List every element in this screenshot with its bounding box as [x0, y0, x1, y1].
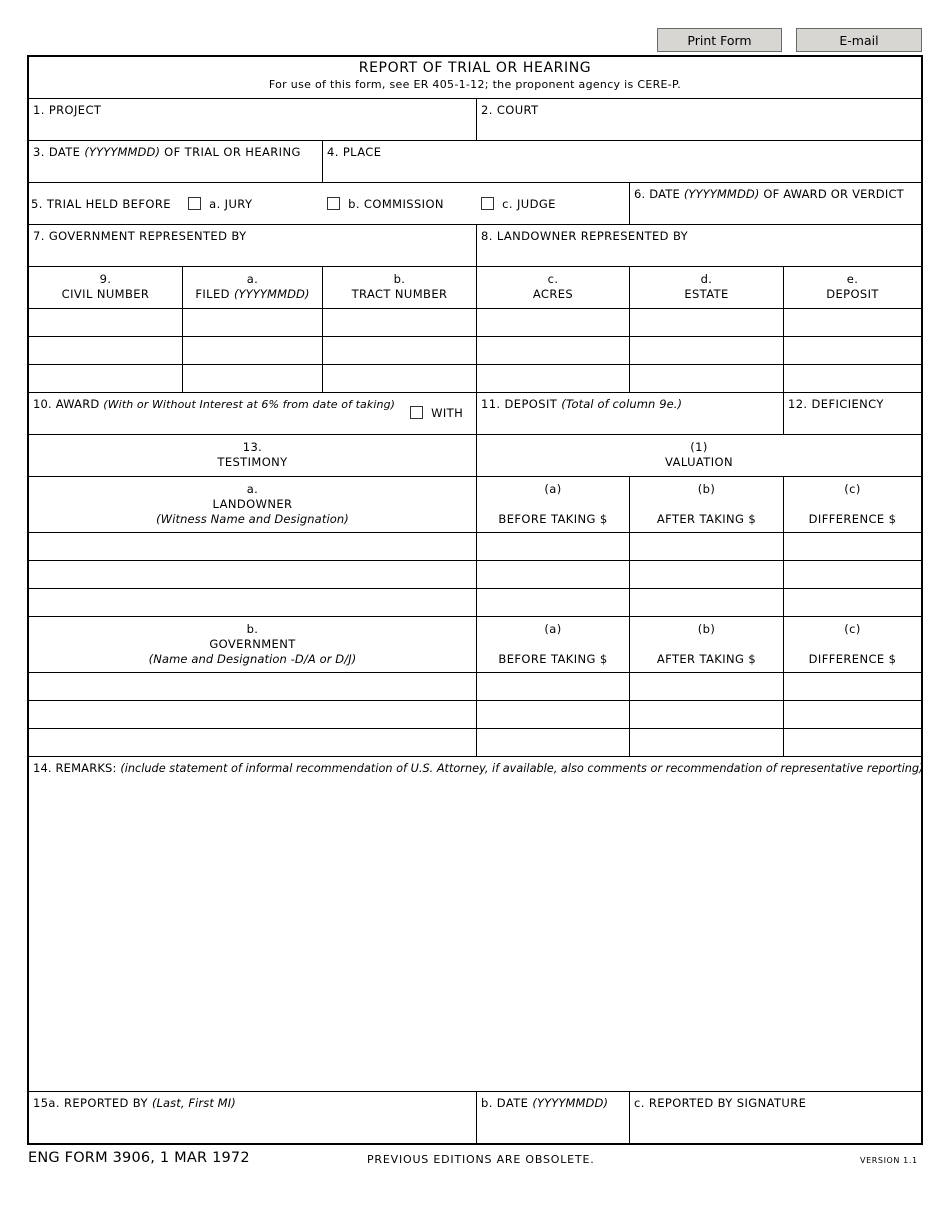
deficiency-field[interactable]: [784, 393, 921, 435]
version-label: VERSION 1.1: [860, 1156, 918, 1165]
trial-date-label: 3. DATE (YYYYMMDD) OF TRIAL OR HEARING: [33, 145, 301, 159]
landowner-witness-input[interactable]: [29, 533, 477, 561]
landowner-after-header: [630, 477, 784, 533]
estate-title: ESTATE: [684, 287, 729, 301]
government-witness-input[interactable]: [29, 701, 477, 729]
deposit-title: DEPOSIT: [826, 287, 879, 301]
government-rep-field[interactable]: [29, 225, 477, 267]
government-note: (Name and Designation -D/A or D/J): [148, 652, 357, 666]
tract-number-input[interactable]: [323, 365, 477, 393]
difference-title: DIFFERENCE $: [808, 652, 897, 666]
filed-input[interactable]: [183, 365, 323, 393]
testimony-title: TESTIMONY: [217, 455, 288, 469]
government-header: [29, 617, 477, 673]
testimony-header: [29, 435, 477, 477]
acres-input[interactable]: [477, 309, 630, 337]
before-letter: (a): [544, 622, 562, 636]
government-difference-input[interactable]: [784, 701, 921, 729]
filed-input[interactable]: [183, 309, 323, 337]
government-before-input[interactable]: [477, 673, 630, 701]
government-after-input[interactable]: [630, 729, 784, 757]
commission-label: b. COMMISSION: [348, 197, 444, 211]
form-title: REPORT OF TRIAL OR HEARING: [358, 60, 592, 76]
acres-input[interactable]: [477, 365, 630, 393]
trial-date-field[interactable]: [29, 141, 323, 183]
tract-number-header: [323, 267, 477, 309]
deposit-input[interactable]: [784, 309, 921, 337]
after-letter: (b): [697, 622, 716, 636]
deposit-input[interactable]: [784, 337, 921, 365]
reported-by-label: 15a. REPORTED BY (Last, First MI): [33, 1096, 236, 1110]
estate-input[interactable]: [630, 365, 784, 393]
form-subtitle: For use of this form, see ER 405-1-12; the proponent agency is CERE-P.: [268, 78, 682, 91]
civil-number-header: [29, 267, 183, 309]
before-title: BEFORE TAKING $: [498, 652, 608, 666]
court-label: 2. COURT: [481, 103, 539, 117]
government-letter: b.: [246, 622, 259, 636]
with-interest-label: WITH: [431, 406, 464, 420]
government-rep-label: 7. GOVERNMENT REPRESENTED BY: [33, 229, 247, 243]
tract-number-title: TRACT NUMBER: [351, 287, 448, 301]
commission-checkbox[interactable]: [327, 197, 340, 210]
government-after-input[interactable]: [630, 673, 784, 701]
civil-number-input[interactable]: [29, 309, 183, 337]
landowner-difference-input[interactable]: [784, 589, 921, 617]
email-button[interactable]: E-mail: [796, 28, 922, 52]
government-before-input[interactable]: [477, 701, 630, 729]
trial-held-before-label: 5. TRIAL HELD BEFORE: [31, 197, 171, 211]
place-field[interactable]: [323, 141, 921, 183]
judge-label: c. JUDGE: [502, 197, 556, 211]
government-before-header: [477, 617, 630, 673]
landowner-note: (Witness Name and Designation): [156, 512, 349, 526]
jury-label: a. JURY: [209, 197, 253, 211]
total-deposit-label: 11. DEPOSIT (Total of column 9e.): [481, 397, 683, 411]
remarks-field[interactable]: [29, 757, 924, 1092]
form-id: ENG FORM 3906, 1 MAR 1972: [28, 1150, 250, 1166]
deposit-header: [784, 267, 921, 309]
tract-number-num: b.: [393, 272, 406, 286]
with-interest-checkbox[interactable]: [410, 406, 423, 419]
landowner-witness-input[interactable]: [29, 589, 477, 617]
landowner-letter: a.: [246, 482, 259, 496]
landowner-difference-header: [784, 477, 921, 533]
government-title: GOVERNMENT: [209, 637, 296, 651]
before-title: BEFORE TAKING $: [498, 512, 608, 526]
signature-label: c. REPORTED BY SIGNATURE: [634, 1096, 807, 1110]
trial-held-before-row: [29, 183, 630, 225]
landowner-before-input[interactable]: [477, 589, 630, 617]
civil-number-input[interactable]: [29, 337, 183, 365]
valuation-num: (1): [690, 440, 708, 454]
government-before-input[interactable]: [477, 729, 630, 757]
acres-header: [477, 267, 630, 309]
landowner-after-input[interactable]: [630, 561, 784, 589]
acres-num: c.: [547, 272, 559, 286]
government-after-header: [630, 617, 784, 673]
valuation-header: [477, 435, 921, 477]
reported-by-field[interactable]: [29, 1092, 477, 1143]
award-date-field[interactable]: [630, 183, 921, 225]
after-title: AFTER TAKING $: [656, 652, 757, 666]
deficiency-label: 12. DEFICIENCY: [788, 397, 884, 411]
remarks-label: 14. REMARKS: (include statement of informal recommendation of U.S. Attorney, if available, also comments or recommendation of representative reporting): [33, 761, 924, 775]
difference-letter: (c): [844, 622, 861, 636]
landowner-after-input[interactable]: [630, 533, 784, 561]
print-form-button[interactable]: Print Form: [657, 28, 782, 52]
government-witness-input[interactable]: [29, 673, 477, 701]
form-header: [29, 57, 921, 99]
commission-option[interactable]: [327, 197, 444, 211]
landowner-witness-input[interactable]: [29, 561, 477, 589]
civil-number-title: CIVIL NUMBER: [61, 287, 150, 301]
estate-input[interactable]: [630, 337, 784, 365]
acres-input[interactable]: [477, 337, 630, 365]
government-difference-input[interactable]: [784, 729, 921, 757]
deposit-input[interactable]: [784, 365, 921, 393]
landowner-rep-label: 8. LANDOWNER REPRESENTED BY: [481, 229, 689, 243]
project-field[interactable]: [29, 99, 477, 141]
estate-header: [630, 267, 784, 309]
estate-input[interactable]: [630, 309, 784, 337]
award-date-label: 6. DATE (YYYYMMDD) OF AWARD OR VERDICT: [634, 187, 904, 201]
award-label: 10. AWARD (With or Without Interest at 6% from date of taking): [33, 397, 396, 411]
filed-header: [183, 267, 323, 309]
report-form: [27, 55, 923, 1145]
difference-letter: (c): [844, 482, 861, 496]
civil-number-num: 9.: [99, 272, 112, 286]
landowner-header: [29, 477, 477, 533]
jury-option[interactable]: [188, 197, 252, 211]
landowner-difference-input[interactable]: [784, 533, 921, 561]
report-date-field[interactable]: [477, 1092, 630, 1143]
tract-number-input[interactable]: [323, 309, 477, 337]
landowner-after-input[interactable]: [630, 589, 784, 617]
filed-title: FILED (YYYYMMDD): [195, 287, 310, 301]
landowner-before-header: [477, 477, 630, 533]
acres-title: ACRES: [532, 287, 574, 301]
after-title: AFTER TAKING $: [656, 512, 757, 526]
after-letter: (b): [697, 482, 716, 496]
court-field[interactable]: [477, 99, 921, 141]
total-deposit-field[interactable]: [477, 393, 784, 435]
jury-checkbox[interactable]: [188, 197, 201, 210]
civil-number-input[interactable]: [29, 365, 183, 393]
government-witness-input[interactable]: [29, 729, 477, 757]
filed-num: a.: [246, 272, 259, 286]
with-interest-option[interactable]: [410, 406, 463, 420]
judge-checkbox[interactable]: [481, 197, 494, 210]
estate-num: d.: [700, 272, 713, 286]
landowner-title: LANDOWNER: [212, 497, 293, 511]
before-letter: (a): [544, 482, 562, 496]
tract-number-input[interactable]: [323, 337, 477, 365]
award-field[interactable]: [29, 393, 477, 435]
filed-input[interactable]: [183, 337, 323, 365]
judge-option[interactable]: [481, 197, 556, 211]
landowner-rep-field[interactable]: [477, 225, 921, 267]
project-label: 1. PROJECT: [33, 103, 102, 117]
obsolete-note: PREVIOUS EDITIONS ARE OBSOLETE.: [367, 1153, 595, 1166]
landowner-before-input[interactable]: [477, 533, 630, 561]
landowner-difference-input[interactable]: [784, 561, 921, 589]
signature-field[interactable]: [630, 1092, 921, 1143]
government-after-input[interactable]: [630, 701, 784, 729]
testimony-num: 13.: [242, 440, 263, 454]
place-label: 4. PLACE: [327, 145, 382, 159]
valuation-title: VALUATION: [665, 455, 733, 469]
deposit-num: e.: [846, 272, 859, 286]
difference-title: DIFFERENCE $: [808, 512, 897, 526]
government-difference-header: [784, 617, 921, 673]
landowner-before-input[interactable]: [477, 561, 630, 589]
report-date-label: b. DATE (YYYYMMDD): [481, 1096, 609, 1110]
government-difference-input[interactable]: [784, 673, 921, 701]
